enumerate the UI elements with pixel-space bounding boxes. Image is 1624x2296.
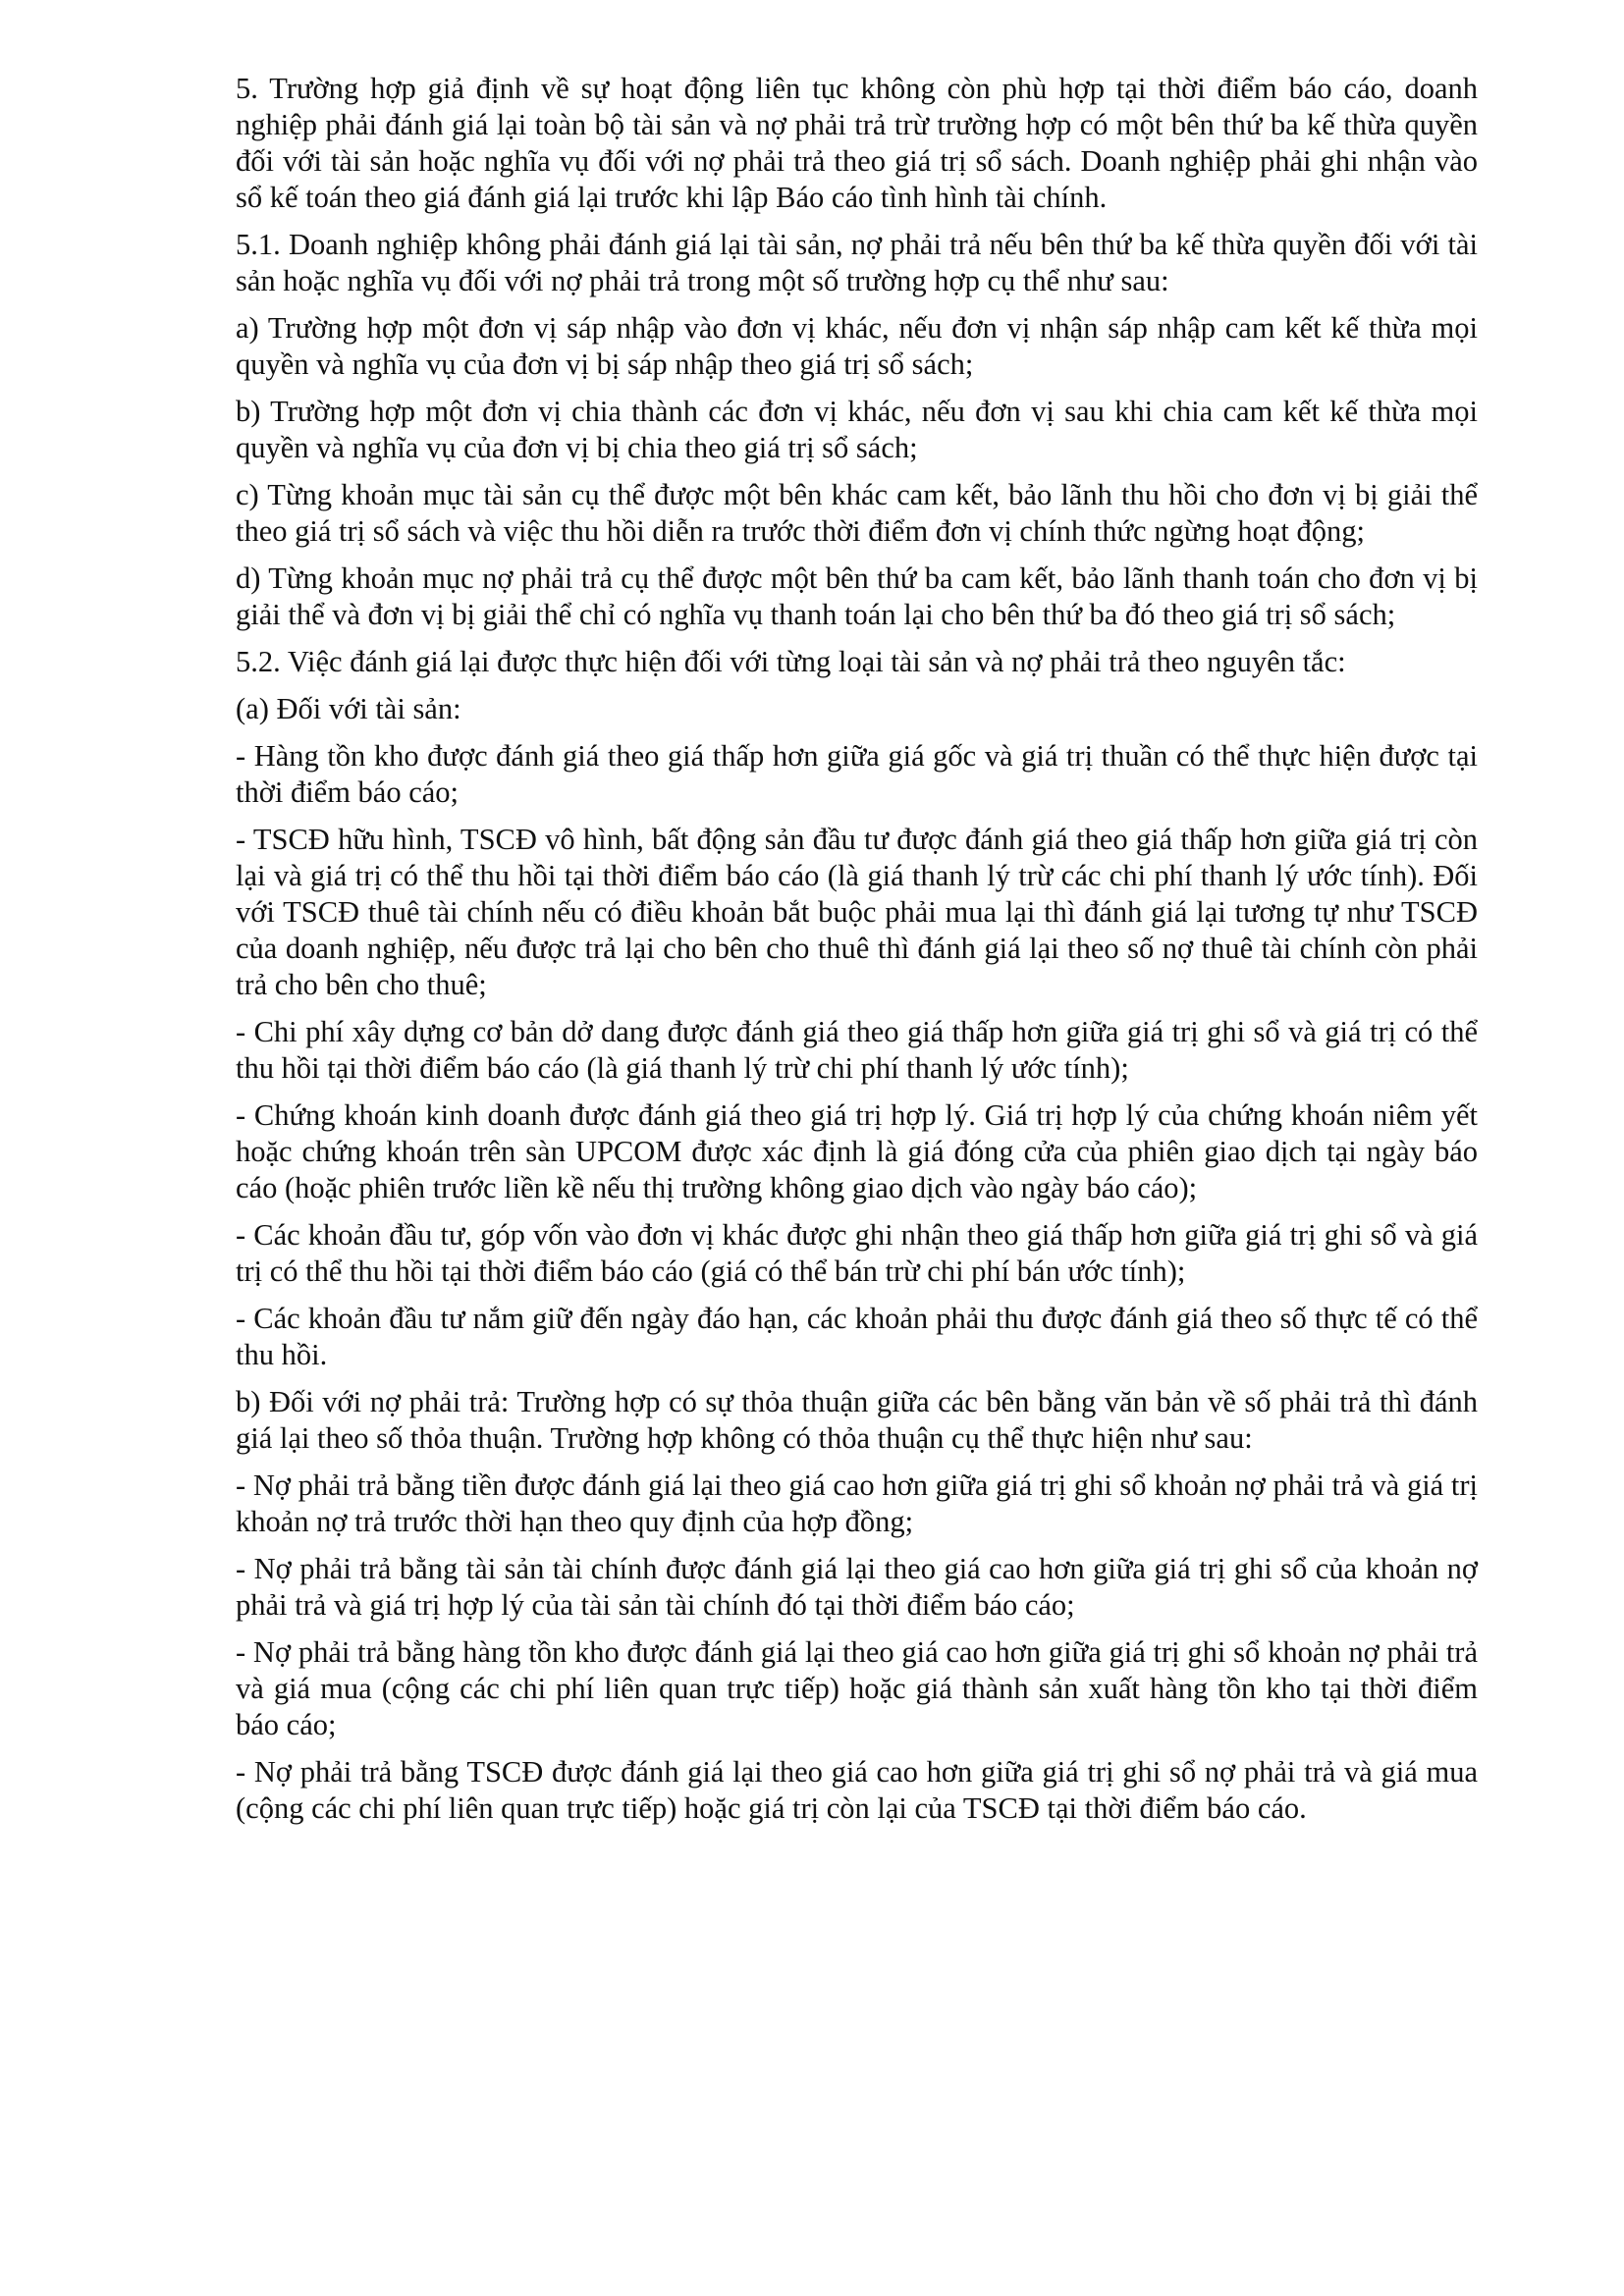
paragraph-liability-cash: - Nợ phải trả bằng tiền được đánh giá lại theo giá cao hơn giữa giá trị ghi sổ khoản nợ phải trả và giá trị khoản nợ trả trước thời hạn theo quy định của hợp đồng;	[236, 1468, 1478, 1538]
paragraph-inventory: - Hàng tồn kho được đánh giá theo giá thấp hơn giữa giá gốc và giá trị thuần có thể thực hiện được tại thời điểm báo cáo;	[236, 739, 1478, 809]
paragraph-section-5: 5. Trường hợp giả định về sự hoạt động liên tục không còn phù hợp tại thời điểm báo cáo, doanh nghiệp phải đánh giá lại toàn bộ tài sản và nợ phải trả trừ trường hợp có một bên thứ ba kế thừa quyền đối với tài sản hoặc nghĩa vụ đối với nợ phải trả theo giá trị sổ sách. Doanh nghiệp phải ghi nhận vào sổ kế toán theo giá đánh giá lại trước khi lập Báo cáo tình hình tài chính.	[236, 72, 1478, 214]
paragraph-item-c: c) Từng khoản mục tài sản cụ thể được một bên khác cam kết, bảo lãnh thu hồi cho đơn vị bị giải thể theo giá trị sổ sách và việc thu hồi diễn ra trước thời điểm đơn vị chính thức ngừng hoạt động;	[236, 478, 1478, 548]
paragraph-liability-fixed-assets: - Nợ phải trả bằng TSCĐ được đánh giá lại theo giá cao hơn giữa giá trị ghi sổ nợ phải trả và giá mua (cộng các chi phí liên quan trực tiếp) hoặc giá trị còn lại của TSCĐ tại thời điểm báo cáo.	[236, 1755, 1478, 1825]
paragraph-trading-securities: - Chứng khoán kinh doanh được đánh giá theo giá trị hợp lý. Giá trị hợp lý của chứng khoán niêm yết hoặc chứng khoán trên sàn UPCOM được xác định là giá đóng cửa của phiên giao dịch tại ngày báo cáo (hoặc phiên trước liền kề nếu thị trường không giao dịch vào ngày báo cáo);	[236, 1098, 1478, 1204]
paragraph-liability-inventory: - Nợ phải trả bằng hàng tồn kho được đánh giá lại theo giá cao hơn giữa giá trị ghi sổ khoản nợ phải trả và giá mua (cộng các chi phí liên quan trực tiếp) hoặc giá thành sản xuất hàng tồn kho tại thời điểm báo cáo;	[236, 1635, 1478, 1741]
paragraph-section-5-1: 5.1. Doanh nghiệp không phải đánh giá lại tài sản, nợ phải trả nếu bên thứ ba kế thừa quyền đối với tài sản hoặc nghĩa vụ đối với nợ phải trả trong một số trường hợp cụ thể như sau:	[236, 228, 1478, 297]
paragraph-item-d: d) Từng khoản mục nợ phải trả cụ thể được một bên thứ ba cam kết, bảo lãnh thanh toán cho đơn vị bị giải thể và đơn vị bị giải thể chỉ có nghĩa vụ thanh toán lại cho bên thứ ba đó theo giá trị sổ sách;	[236, 561, 1478, 631]
paragraph-section-5-2: 5.2. Việc đánh giá lại được thực hiện đối với từng loại tài sản và nợ phải trả theo nguyên tắc:	[236, 645, 1346, 678]
paragraph-held-to-maturity: - Các khoản đầu tư nắm giữ đến ngày đáo hạn, các khoản phải thu được đánh giá theo số thực tế có thể thu hồi.	[236, 1302, 1478, 1371]
paragraph-liabilities-heading: b) Đối với nợ phải trả: Trường hợp có sự thỏa thuận giữa các bên bằng văn bản về số phải trả thì đánh giá lại theo số thỏa thuận. Trường hợp không có thỏa thuận cụ thể thực hiện như sau:	[236, 1385, 1478, 1455]
paragraph-assets-heading: (a) Đối với tài sản:	[236, 692, 461, 725]
paragraph-item-a: a) Trường hợp một đơn vị sáp nhập vào đơn vị khác, nếu đơn vị nhận sáp nhập cam kết kế thừa mọi quyền và nghĩa vụ của đơn vị bị sáp nhập theo giá trị sổ sách;	[236, 311, 1478, 381]
paragraph-fixed-assets: - TSCĐ hữu hình, TSCĐ vô hình, bất động sản đầu tư được đánh giá theo giá thấp hơn giữa giá trị còn lại và giá trị có thể thu hồi tại thời điểm báo cáo (là giá thanh lý trừ các chi phí thanh lý ước tính). Đối với TSCĐ thuê tài chính nếu có điều khoản bắt buộc phải mua lại thì đánh giá lại tương tự như TSCĐ của doanh nghiệp, nếu được trả lại cho bên cho thuê thì đánh giá lại theo số nợ thuê tài chính còn phải trả cho bên cho thuê;	[236, 823, 1478, 1001]
document-page	[236, 71, 1478, 1838]
paragraph-investments: - Các khoản đầu tư, góp vốn vào đơn vị khác được ghi nhận theo giá thấp hơn giữa giá trị ghi sổ và giá trị có thể thu hồi tại thời điểm báo cáo (giá có thể bán trừ chi phí bán ước tính);	[236, 1218, 1478, 1288]
paragraph-construction-in-progress: - Chi phí xây dựng cơ bản dở dang được đánh giá theo giá thấp hơn giữa giá trị ghi sổ và giá trị có thể thu hồi tại thời điểm báo cáo (là giá thanh lý trừ chi phí thanh lý ước tính);	[236, 1015, 1478, 1085]
paragraph-liability-financial-assets: - Nợ phải trả bằng tài sản tài chính được đánh giá lại theo giá cao hơn giữa giá trị ghi sổ của khoản nợ phải trả và giá trị hợp lý của tài sản tài chính đó tại thời điểm báo cáo;	[236, 1552, 1478, 1622]
paragraph-item-b: b) Trường hợp một đơn vị chia thành các đơn vị khác, nếu đơn vị sau khi chia cam kết kế thừa mọi quyền và nghĩa vụ của đơn vị bị chia theo giá trị sổ sách;	[236, 395, 1478, 464]
